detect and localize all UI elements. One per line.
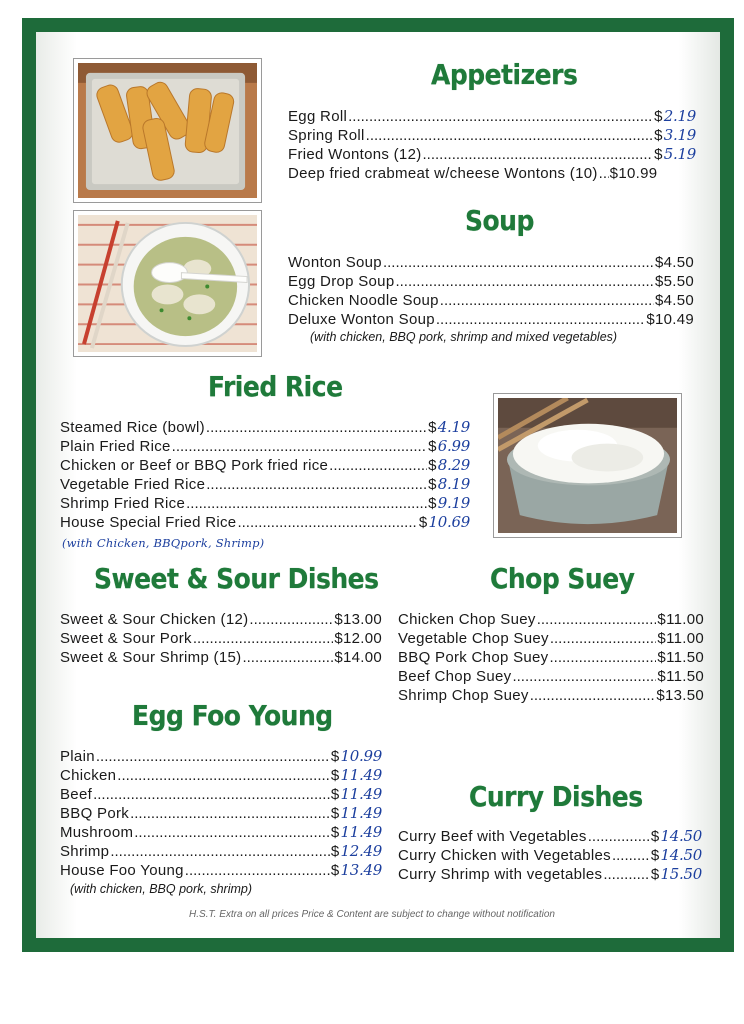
steamed-rice-photo (493, 393, 682, 538)
heading-sweet-sour: Sweet & Sour Dishes (94, 562, 379, 595)
soup-note: (with chicken, BBQ pork, shrimp and mixed vegetables) (310, 330, 618, 344)
menu-item: House Special Fried Rice ..... $ 10.69 (60, 513, 470, 532)
menu-item: BBQ Pork ..... $ 11.49 (60, 804, 382, 823)
menu-item: Egg Roll ..... $ 2.19 (288, 107, 696, 126)
wonton-soup-photo (73, 210, 262, 357)
menu-item: Fried Wontons (12) ..... $ 5.19 (288, 145, 696, 164)
menu-item: Vegetable Fried Rice ..... $ 8.19 (60, 475, 470, 494)
soup-list (288, 253, 694, 329)
handwritten-price: 9.19 (437, 494, 470, 512)
menu-item: Chicken ..... $ 11.49 (60, 766, 382, 785)
handwritten-price: 4.19 (437, 418, 470, 436)
handwritten-price: 3.19 (663, 126, 696, 144)
menu-item: Steamed Rice (bowl) ..... $ 4.19 (60, 418, 470, 437)
menu-item: Shrimp ..... $ 12.49 (60, 842, 382, 861)
menu-item: House Foo Young ..... $ 13.49 (60, 861, 382, 880)
menu-item: Plain Fried Rice ..... $ 6.99 (60, 437, 470, 456)
handwritten-price: 10.99 (340, 747, 382, 765)
heading-fried-rice: Fried Rice (208, 370, 343, 403)
menu-item: BBQ Pork Chop Suey ..... $11.50 (398, 648, 704, 667)
menu-item: Plain ..... $ 10.99 (60, 747, 382, 766)
menu-item: Chicken or Beef or BBQ Pork fried rice ..... $ 8.29 (60, 456, 470, 475)
appetizers-list (288, 107, 696, 183)
menu-item: Beef ..... $ 11.49 (60, 785, 382, 804)
sweet-sour-list (60, 610, 382, 667)
spring-rolls-photo (73, 58, 262, 203)
handwritten-price: 11.49 (340, 823, 382, 841)
fried-rice-handwritten-note: (with Chicken, BBQpork, Shrimp) (62, 536, 265, 550)
menu-item: Chicken Chop Suey ..... $11.00 (398, 610, 704, 629)
footer-disclaimer: H.S.T. Extra on all prices Price & Content are subject to change without notification (189, 909, 555, 920)
heading-appetizers: Appetizers (431, 58, 578, 91)
handwritten-price: 11.49 (340, 804, 382, 822)
menu-item: Deluxe Wonton Soup ..... $10.49 (288, 310, 694, 329)
handwritten-price: 10.69 (428, 513, 470, 531)
handwritten-price: 13.49 (340, 861, 382, 879)
menu-item: Deep fried crabmeat w/cheese Wontons (10) ..... $10.99 (288, 164, 696, 183)
menu-item: Chicken Noodle Soup ..... $4.50 (288, 291, 694, 310)
fried-rice-list (60, 418, 470, 532)
curry-list (398, 827, 702, 884)
menu-item: Sweet & Sour Pork ..... $12.00 (60, 629, 382, 648)
menu-item: Sweet & Sour Shrimp (15) ..... $14.00 (60, 648, 382, 667)
heading-chop-suey: Chop Suey (490, 562, 635, 595)
egg-foo-young-list (60, 747, 382, 880)
heading-egg-foo-young: Egg Foo Young (132, 699, 333, 732)
menu-item: Egg Drop Soup ..... $5.50 (288, 272, 694, 291)
handwritten-price: 12.49 (340, 842, 382, 860)
menu-item: Curry Chicken with Vegetables ..... $ 14.50 (398, 846, 702, 865)
menu-item: Beef Chop Suey ..... $11.50 (398, 667, 704, 686)
handwritten-price: 5.19 (663, 145, 696, 163)
heading-soup: Soup (465, 204, 534, 237)
handwritten-price: 14.50 (660, 846, 702, 864)
handwritten-price: 11.49 (340, 766, 382, 784)
menu-item: Mushroom ..... $ 11.49 (60, 823, 382, 842)
chop-suey-list (398, 610, 704, 705)
handwritten-price: 8.19 (437, 475, 470, 493)
menu-item: Curry Shrimp with vegetables ..... $ 15.50 (398, 865, 702, 884)
menu-item: Vegetable Chop Suey ..... $11.00 (398, 629, 704, 648)
handwritten-price: 14.50 (660, 827, 702, 845)
handwritten-price: 2.19 (663, 107, 696, 125)
egg-foo-young-note: (with chicken, BBQ pork, shrimp) (70, 882, 252, 896)
handwritten-price: 6.99 (437, 437, 470, 455)
handwritten-price: 15.50 (660, 865, 702, 883)
menu-item: Spring Roll ..... $ 3.19 (288, 126, 696, 145)
handwritten-price: 8.29 (437, 456, 470, 474)
menu-item: Wonton Soup ..... $4.50 (288, 253, 694, 272)
heading-curry: Curry Dishes (469, 780, 643, 813)
menu-item: Shrimp Chop Suey ..... $13.50 (398, 686, 704, 705)
menu-item: Shrimp Fried Rice ..... $ 9.19 (60, 494, 470, 513)
menu-item: Curry Beef with Vegetables ..... $ 14.50 (398, 827, 702, 846)
handwritten-price: 11.49 (340, 785, 382, 803)
menu-item: Sweet & Sour Chicken (12) ..... $13.00 (60, 610, 382, 629)
